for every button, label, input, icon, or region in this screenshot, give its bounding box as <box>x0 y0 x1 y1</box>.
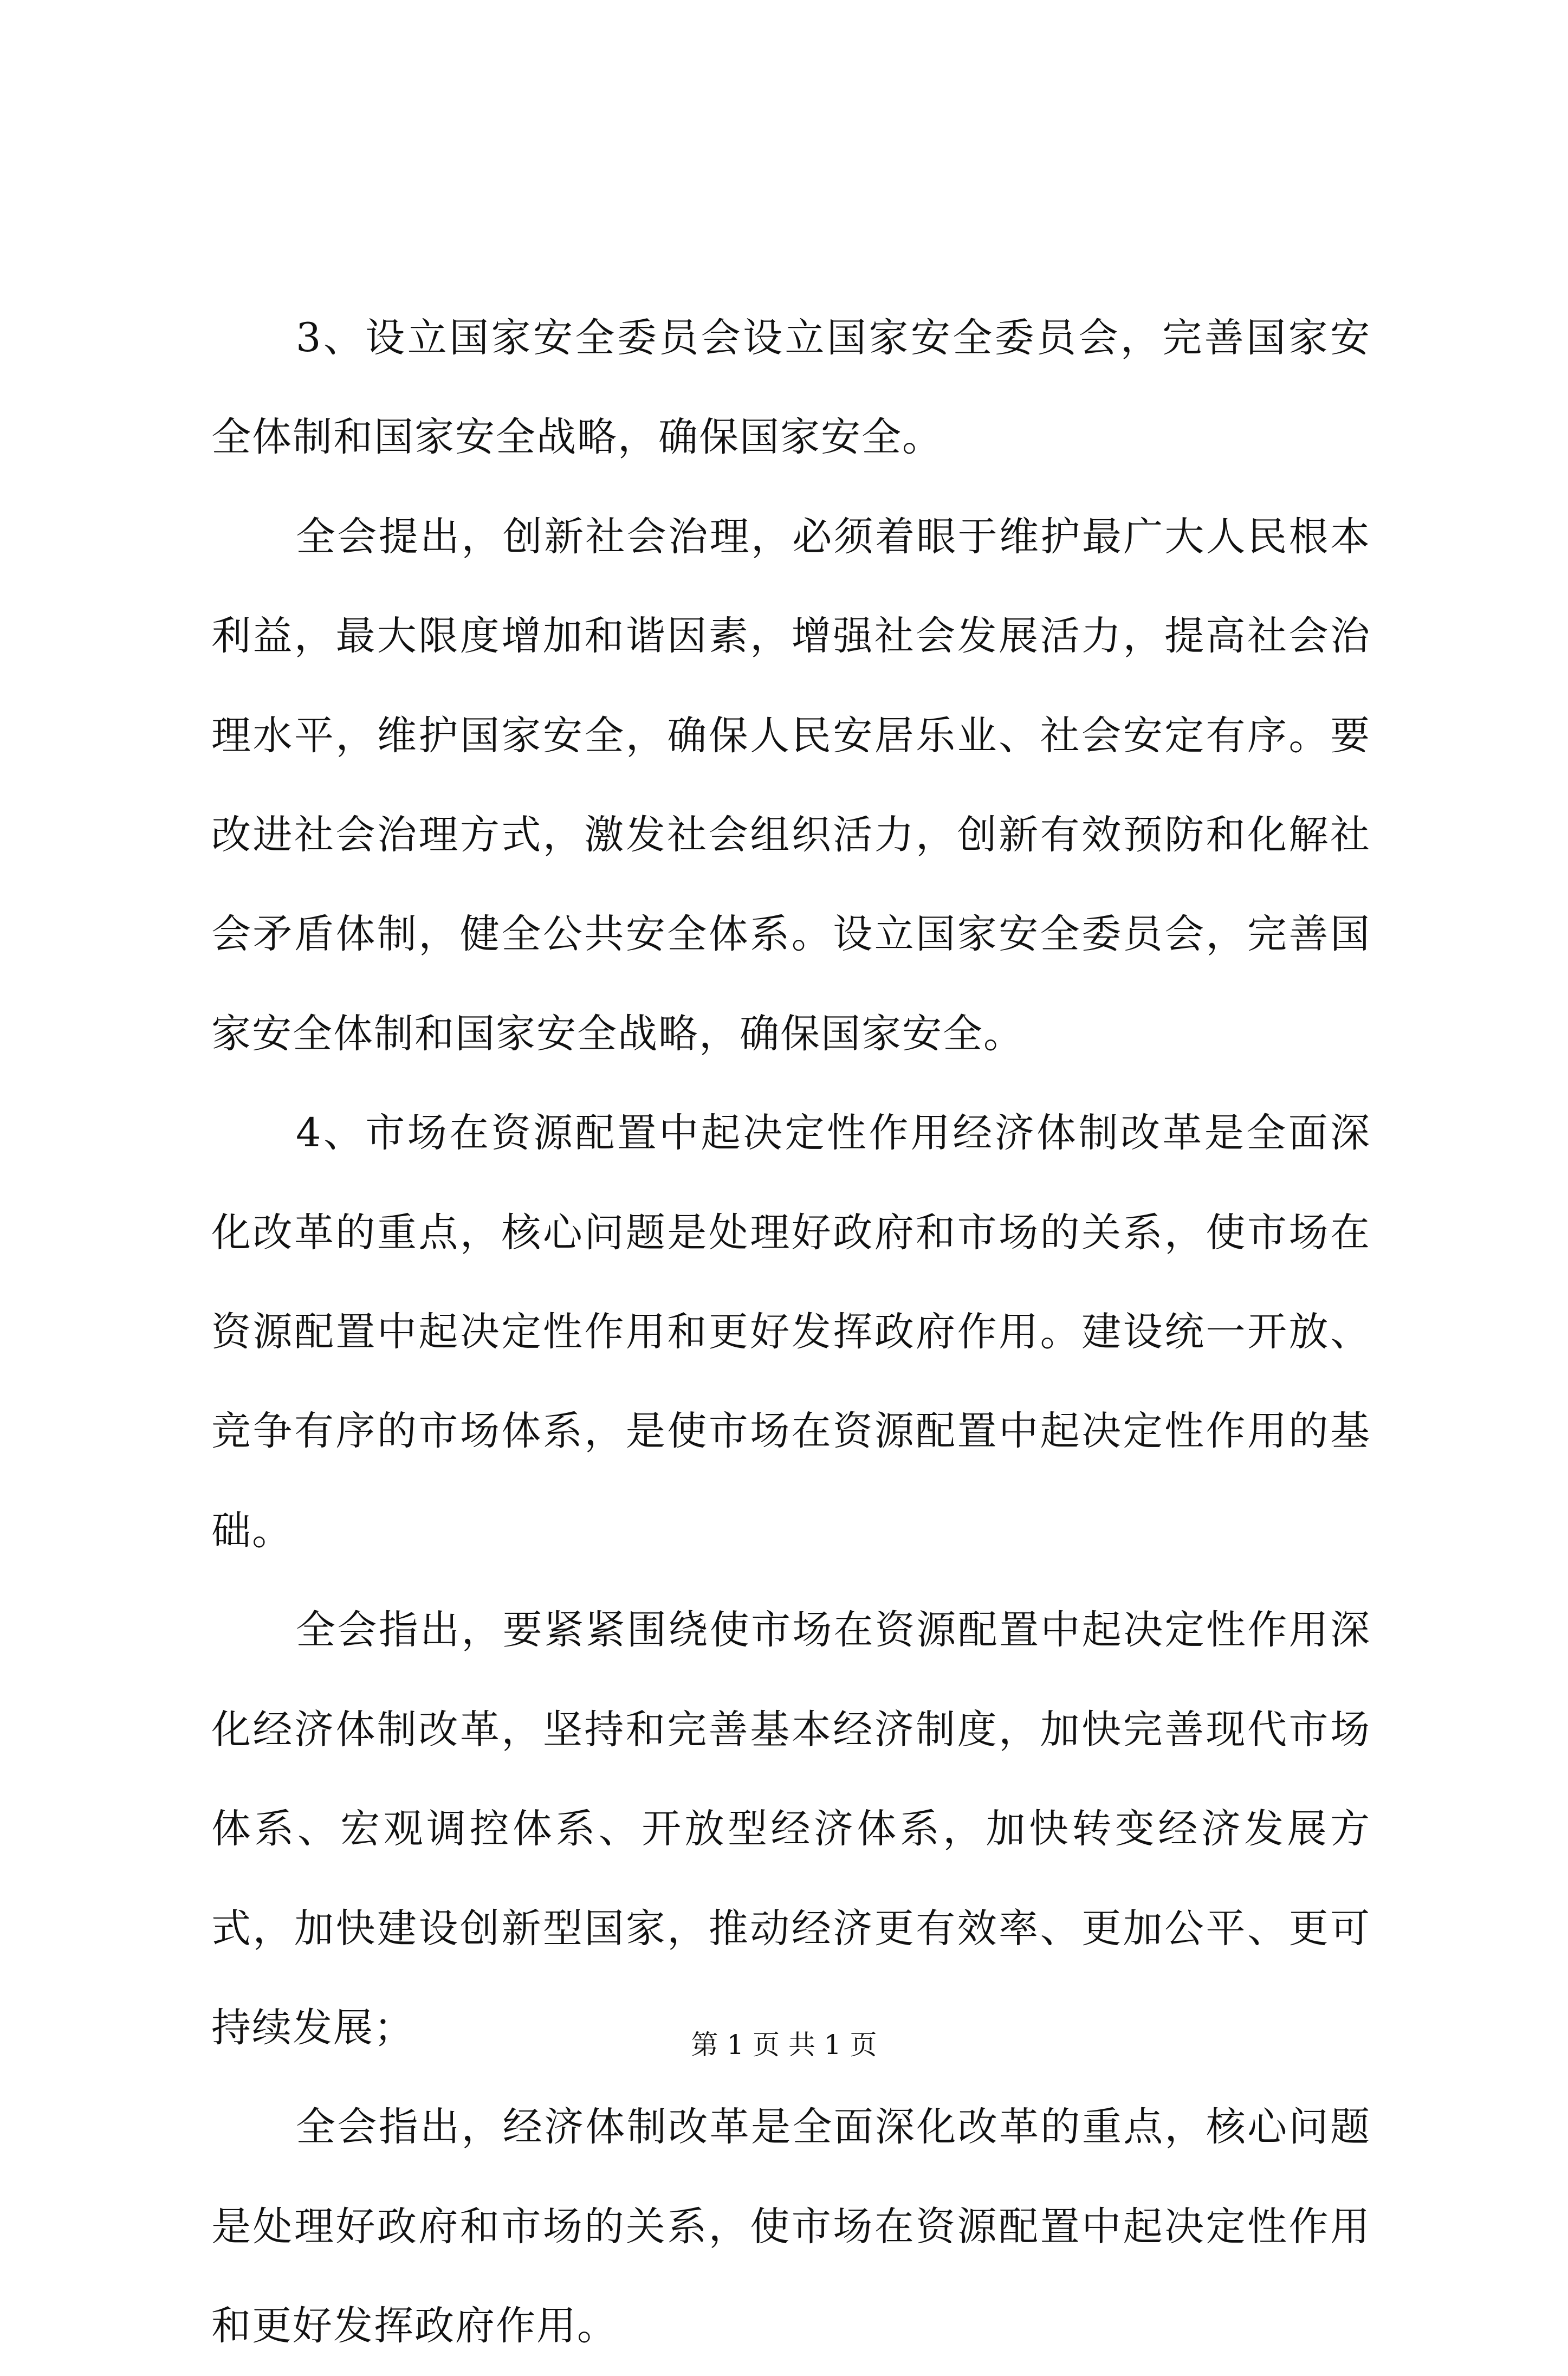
paragraph-3: 4、市场在资源配置中起决定性作用经济体制改革是全面深化改革的重点，核心问题是处理好政府和市场的关系，使市场在资源配置中起决定性作用和更好发挥政府作用。建设统一开放、竞争有序的市场体系，是使市场在资源配置中起决定性作用的基础。 <box>211 1110 1371 1554</box>
page-footer: 第 1 页 共 1 页 <box>691 2029 877 2061</box>
paragraph-4: 全会指出，要紧紧围绕使市场在资源配置中起决定性作用深化经济体制改革，坚持和完善基本经济制度，加快完善现代市场体系、宏观调控体系、开放型经济体系，加快转变经济发展方式，加快建设创新型国家，推动经济更有效率、更加公平、更可持续发展； <box>211 1607 1371 2051</box>
paragraph-1: 3、设立国家安全委员会设立国家安全委员会，完善国家安全体制和国家安全战略，确保国家安全。 <box>211 315 1371 461</box>
paragraph-5: 全会指出，经济体制改革是全面深化改革的重点，核心问题是处理好政府和市场的关系，使市场在资源配置中起决定性作用和更好发挥政府作用。 <box>211 2104 1371 2349</box>
paragraph-2: 全会提出，创新社会治理，必须着眼于维护最广大人民根本利益，最大限度增加和谐因素，增强社会发展活力，提高社会治理水平，维护国家安全，确保人民安居乐业、社会安定有序。要改进社会治理方式，激发社会组织活力，创新有效预防和化解社会矛盾体制，健全公共安全体系。设立国家安全委员会，完善国家安全体制和国家安全战略，确保国家安全。 <box>211 513 1371 1057</box>
